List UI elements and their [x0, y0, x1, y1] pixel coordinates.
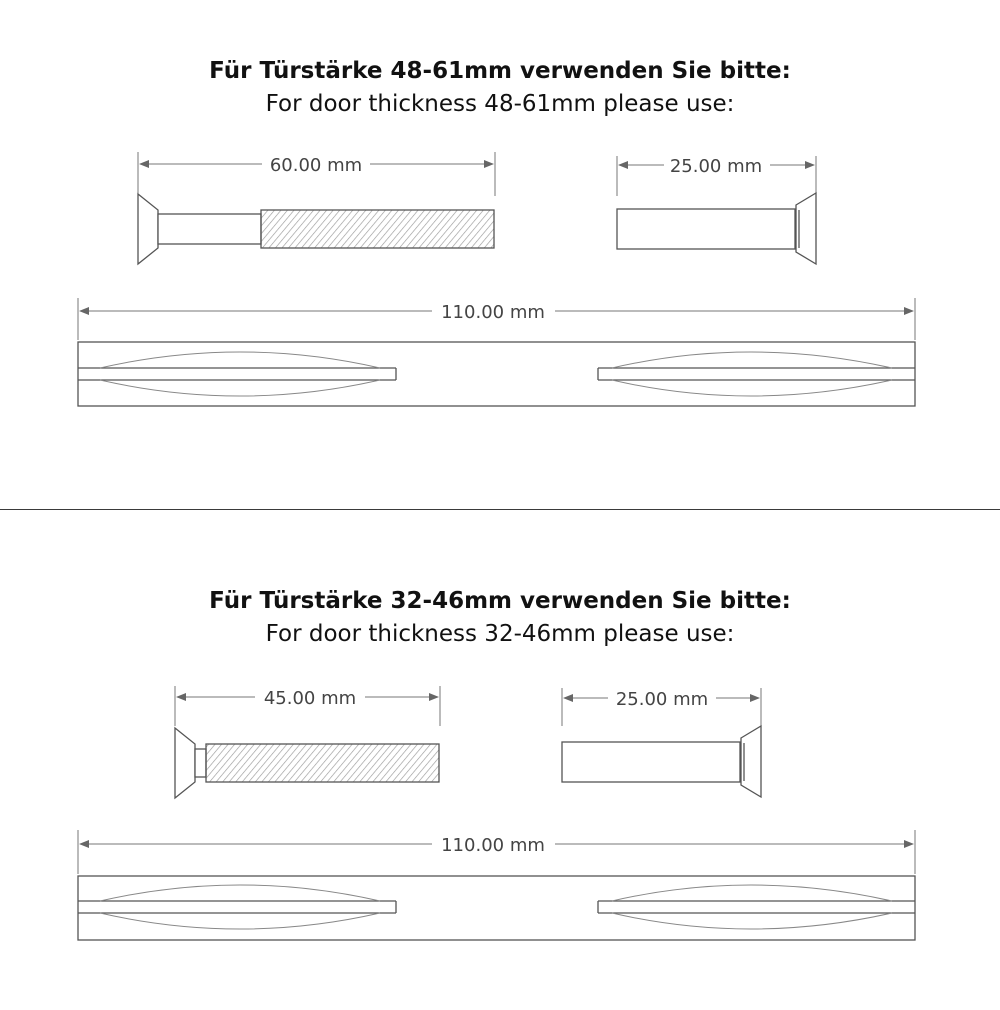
total-dimension	[78, 830, 915, 874]
panel-32-46	[0, 510, 1000, 1010]
screw-dimension	[175, 686, 440, 726]
panel-48-61	[0, 0, 1000, 500]
panel-title-german: Für Türstärke 32-46mm verwenden Sie bitte:	[209, 588, 791, 614]
assembled-section	[78, 876, 915, 940]
assembly-drawing	[0, 510, 1000, 1010]
sleeve-25mm	[562, 726, 761, 797]
panel-title-english: For door thickness 32-46mm please use:	[265, 621, 735, 647]
screw-dimension	[138, 152, 495, 196]
screw-60mm	[138, 194, 494, 264]
total-length-label: 110.00 mm	[441, 835, 545, 856]
total-length-label: 110.00 mm	[441, 302, 545, 323]
assembled-section	[78, 342, 915, 406]
sleeve-length-label: 25.00 mm	[615, 689, 709, 710]
panel-title-german: Für Türstärke 48-61mm verwenden Sie bitte:	[209, 58, 791, 84]
screw-45mm	[175, 728, 439, 798]
sleeve-dimension	[562, 688, 761, 726]
sleeve-dimension	[617, 156, 816, 196]
screw-length-label: 60.00 mm	[269, 155, 363, 176]
assembly-drawing	[0, 0, 1000, 500]
panel-title-english: For door thickness 48-61mm please use:	[265, 91, 735, 117]
sleeve-25mm	[617, 193, 816, 264]
total-dimension	[78, 298, 915, 340]
sleeve-length-label: 25.00 mm	[669, 156, 763, 177]
screw-length-label: 45.00 mm	[263, 688, 357, 709]
